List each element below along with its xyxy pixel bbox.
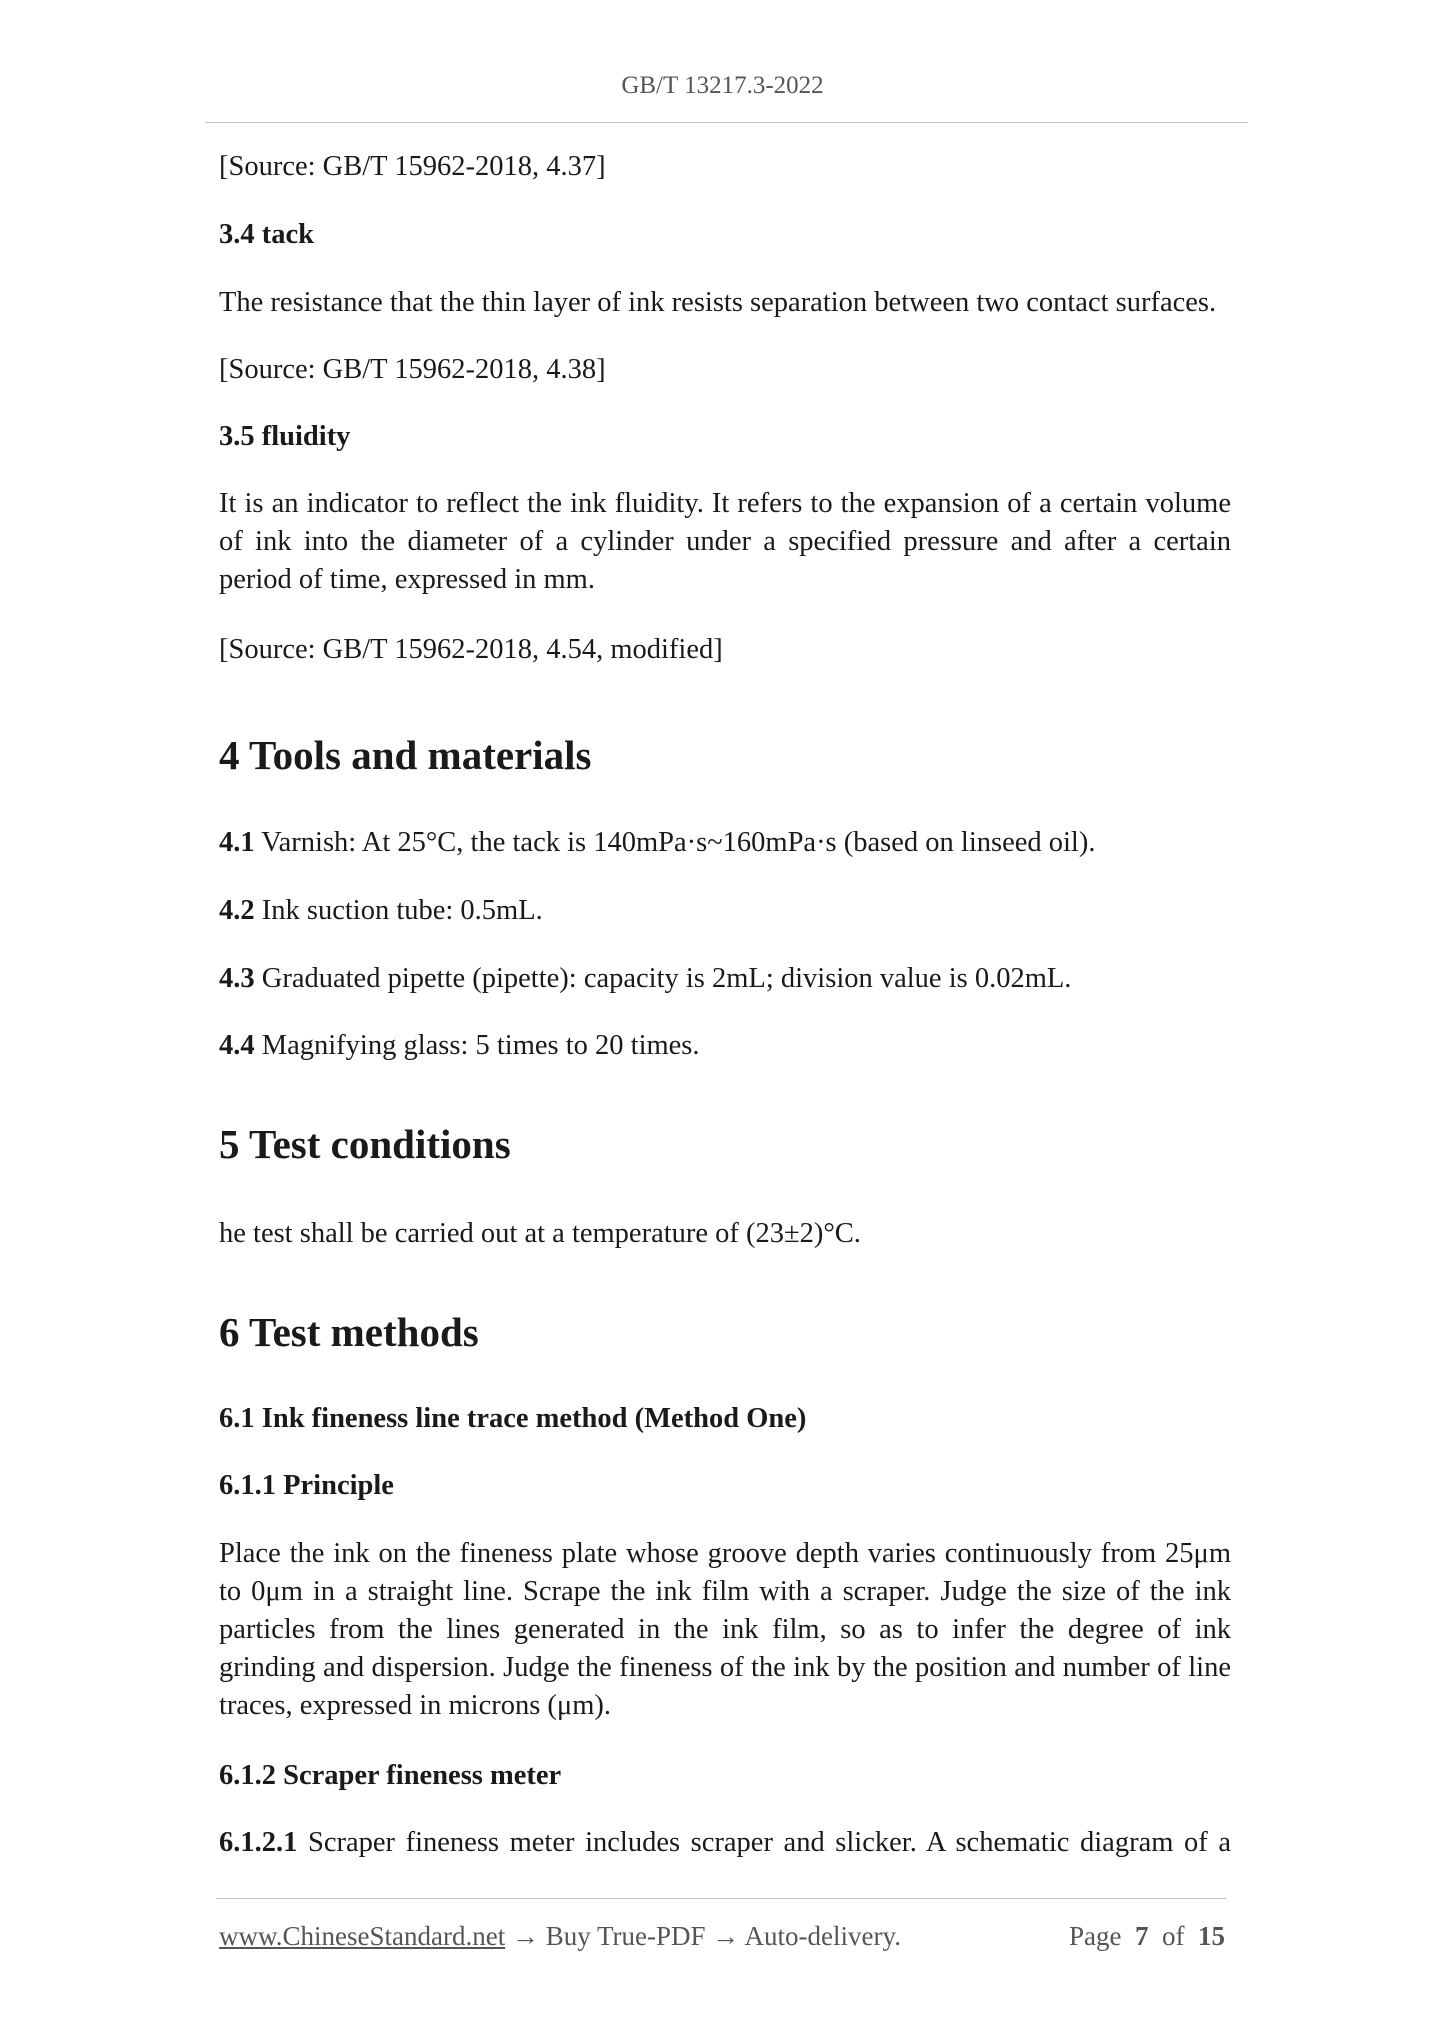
subsection-heading-6-1-2: 6.1.2 Scraper fineness meter <box>219 1760 562 1791</box>
item-text: Varnish: At 25°C, the tack is 140mPa·s~160mPa·s (based on linseed oil). <box>254 827 1096 858</box>
subsection-heading-6-1: 6.1 Ink fineness line trace method (Method One) <box>219 1403 807 1434</box>
page-label: Page <box>1069 1921 1122 1951</box>
section-heading-5: 5 Test conditions <box>219 1121 511 1167</box>
section-heading-6: 6 Test methods <box>219 1309 479 1355</box>
subsection-heading-6-1-1: 6.1.1 Principle <box>219 1470 394 1501</box>
page-indicator <box>1069 1918 1225 1954</box>
page-header-title: GB/T 13217.3-2022 <box>621 72 824 99</box>
source-note-4-38: [Source: GB/T 15962-2018, 4.38] <box>219 354 606 385</box>
item-text: Ink suction tube: 0.5mL. <box>254 895 543 926</box>
section-heading-4: 4 Tools and materials <box>219 732 592 778</box>
buy-text: Buy True-PDF <box>545 1921 706 1951</box>
item-number: 4.3 <box>219 963 255 994</box>
item-number: 4.4 <box>219 1030 255 1061</box>
item-text: Scraper fineness meter includes scraper and slicker. A schematic diagram of a <box>297 1827 1231 1858</box>
item-text: Magnifying glass: 5 times to 20 times. <box>254 1030 700 1061</box>
item-text: Graduated pipette (pipette): capacity is 2mL; division value is 0.02mL. <box>254 963 1072 994</box>
term-definition-3-4: The resistance that the thin layer of ink resists separation between two contact surfaces. <box>219 287 1217 318</box>
list-item-4-2 <box>219 892 1231 930</box>
source-note-4-54: [Source: GB/T 15962-2018, 4.54, modified] <box>219 634 723 665</box>
list-item-4-3 <box>219 960 1231 998</box>
principle-paragraph: Place the ink on the fineness plate whose groove depth varies continuously from 25μm to 0μm in a straight line. Scrape the ink film with a scraper. Judge the size of the ink particles from the lines generated in the ink film, so as to infer the degree of ink grinding and dispersion. Judge the fineness of the ink by the position and number of line traces, expressed in microns (μm). <box>219 1538 1231 1721</box>
list-item-4-4 <box>219 1027 1231 1065</box>
of-label: of <box>1162 1921 1185 1951</box>
arrow-icon: → <box>505 1921 546 1951</box>
item-number: 6.1.2.1 <box>219 1827 298 1858</box>
term-definition-3-5: It is an indicator to reflect the ink fluidity. It refers to the expansion of a certain volume of ink into the diameter of a cylinder under a specified pressure and after a certain period of time, expressed in mm. <box>219 488 1231 595</box>
item-number: 4.1 <box>219 827 255 858</box>
item-number: 4.2 <box>219 895 255 926</box>
footer-promo <box>219 1918 901 1954</box>
page-number: 7 <box>1135 1921 1149 1951</box>
footer-divider <box>216 1898 1226 1899</box>
header-divider <box>205 122 1248 123</box>
term-heading-3-4: 3.4 tack <box>219 219 314 250</box>
arrow-icon: → <box>705 1921 745 1951</box>
list-item-4-1 <box>219 824 1231 862</box>
source-note-4-37: [Source: GB/T 15962-2018, 4.37] <box>219 151 606 182</box>
page-total: 15 <box>1198 1921 1225 1951</box>
website-link[interactable]: www.ChineseStandard.net <box>219 1921 506 1951</box>
list-item-6-1-2-1 <box>219 1824 1231 1862</box>
delivery-text: Auto-delivery. <box>744 1921 901 1951</box>
term-heading-3-5: 3.5 fluidity <box>219 421 351 452</box>
test-conditions-text: he test shall be carried out at a temperature of (23±2)°C. <box>219 1218 861 1249</box>
